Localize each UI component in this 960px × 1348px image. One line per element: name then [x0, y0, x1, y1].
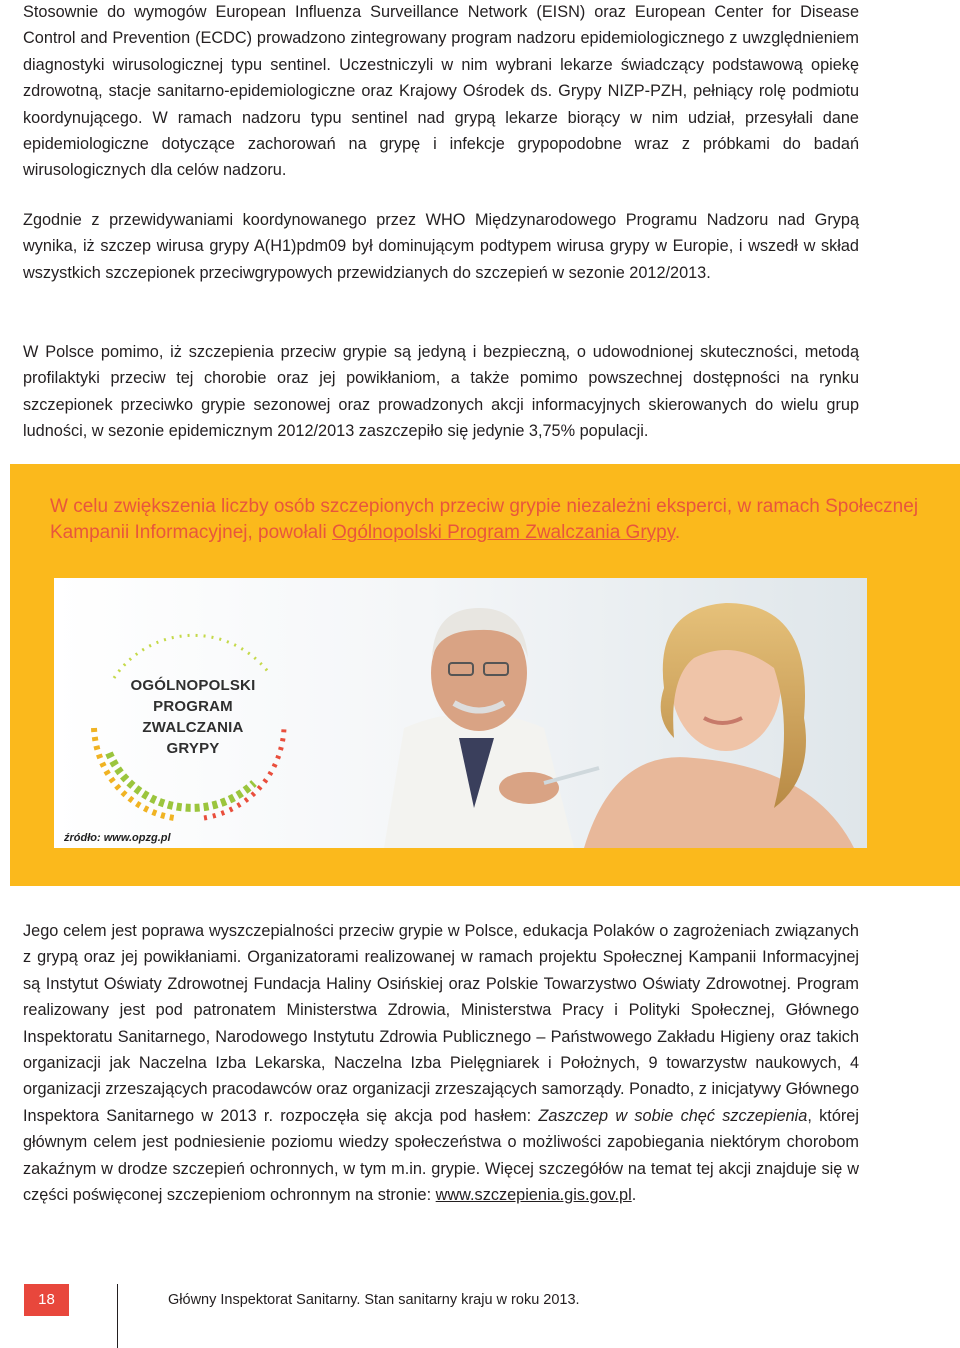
callout-text-body: W celu zwiększenia liczby osób szczepionych przeciw grypie niezależni eksperci, w ramach Społecznej Kampanii Informacyjnej, powołali [50, 496, 919, 543]
paragraph-surveillance-part2: W ramach nadzoru typu sentinel nad grypą lekarze biorący w nim udział, przesyłali dane epidemiologiczne dotyczące zachorowań na grypę i infekcje grypopodobne wraz z próbkami do badań wirusologicznych dla celów nadzoru. [23, 108, 859, 180]
callout-program-link[interactable]: Ogólnopolski Program Zwalczania Grypy [331, 522, 675, 543]
photo-source-caption: źródło: www.opzg.pl [64, 832, 171, 844]
paragraph-surveillance [23, 0, 859, 184]
paragraph-surveillance-part1: Stosownie do wymogów European Influenza Surveillance Network (EISN) oraz European Center for Disease Control and Prevention (ECDC) prowadzono zintegrowany program nadzoru epidemiologicznego z uwzględnieniem diagnostyki wirusologicznej typu sentinel. Uczestniczyli w nim wybrani lekarze świadczący podstawową opiekę zdrowotną, stacje sanitarno-epidemiologiczne oraz Krajowy Ośrodek ds. Grypy NIZP-PZH, pełniący rolę podmiotu koordynującego. [23, 3, 859, 127]
callout-text-end: . [674, 522, 681, 543]
program-logo-line: OGÓLNOPOLSKI [130, 677, 256, 694]
page-number-badge: 18 [24, 1284, 69, 1316]
footer-divider [117, 1284, 118, 1348]
campaign-slogan: Zaszczep w sobie chęć szczepienia [538, 1106, 808, 1125]
paragraph-who-program: Zgodnie z przewidywaniami koordynowanego przez WHO Międzynarodowego Programu Nadzoru nad Grypą wynika, iż szczep wirusa grypy A(H1)pdm09 był dominującym podtypem wirusa grypy w Europie, i wszedł w skład wszystkich szczepionek przeciwgrypowych przewidzianych do szczepień w sezonie 2012/2013. [23, 211, 859, 282]
paragraph-program-goals [23, 918, 859, 1208]
paragraph-program-goals-part2: , której głównym celem jest podniesienie poziomu wiedzy społeczeństwa o możliwości zapobiegania niektórym chorobom zakaźnym w drodze szczepień ochronnych, w tym m.in. grypie. Więcej szczegółów na temat tej akcji znajduje się w części poświęconej szczepieniom ochronnym na stronie: [23, 1106, 859, 1205]
program-logo-line: GRYPY [166, 740, 220, 757]
paragraph-program-goals-part1: Jego celem jest poprawa wyszczepialności przeciw grypie w Polsce, edukacja Polaków o zagrożeniach związanych z grypą oraz jej powikłaniami. Organizatorami realizowanej w ramach projektu Społecznej Kampanii Informacyjnej są Instytut Oświaty Zdrowotnej Fundacja Haliny Osińskiej oraz Polskie Towarzystwo Oświaty Zdrowotnej. Program realizowany jest pod patronatem Ministerstwa Zdrowia, Ministerstwa Pracy i Polityki Społecznej, Głównego Inspektoratu Sanitarnego, Narodowego Instytutu Zdrowia Publicznego – Państwowego Zakładu Higieny oraz takich organizacji jak Naczelna Izba Lekarska, Naczelna Izba Pielęgniarek i Położnych, 9 towarzystw naukowych, 4 organizacji zrzeszających pracodawców oraz organizacji zrzeszających samorządy. Ponadto, z inicjatywy Głównego Inspektora Sanitarnego w 2013 r. rozpoczęła się akcja pod hasłem: [23, 922, 859, 1125]
program-logo-line: ZWALCZANIA [142, 719, 244, 736]
paragraph-poland-vaccination: W Polsce pomimo, iż szczepienia przeciw grypie są jedyną i bezpieczną, o udowodnionej skuteczności, metodą profilaktyki przeciw tej chorobie oraz jej powikłaniom, a także pomimo powszechnej dostępności na rynku szczepionek przeciwko grypie sezonowej oraz prowadzonych akcji informacyjnych skierowanych do wielu grup ludności, w sezonie epidemicznym 2012/2013 zaszczepiło się jedynie 3,75% populacji. [23, 343, 859, 441]
szczepienia-website-link[interactable]: www.szczepienia.gis.gov.pl [435, 1186, 632, 1205]
paragraph-program-goals-end: . [631, 1186, 637, 1205]
callout-box [10, 464, 960, 886]
footer-title: Główny Inspektorat Sanitarny. Stan sanitarny kraju w roku 2013. [168, 1292, 580, 1308]
program-logo [130, 675, 256, 759]
campaign-photo [54, 578, 867, 848]
callout-text [50, 494, 930, 546]
program-logo-line: PROGRAM [153, 698, 233, 715]
